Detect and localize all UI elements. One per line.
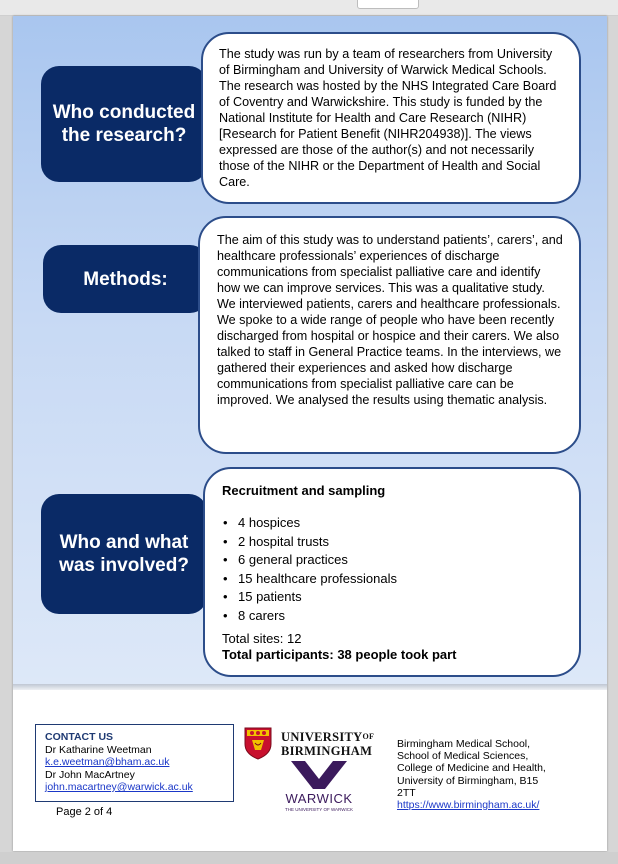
methods-text: The aim of this study was to understand patients’, carers’, and healthcare professionals’ experiences of discharge communications from specialist palliative care and identify how we can improve services. This was a qualitative study. We interviewed patients, carers and healthcare professionals. We spoke to a wide range of people who have been recently discharged from hospital or hospice and their carers. We also talked to staff in General Practice teams. In the interviews, we gathered their experiences and asked how discharge communications from specialist palliative care can be improved. We analysed the results using thematic analysis. (198, 216, 581, 454)
university-of-warwick-logo (279, 761, 359, 821)
recruitment-box (203, 467, 581, 677)
viewer-control[interactable] (357, 0, 419, 9)
warwick-subtitle: THE UNIVERSITY OF WARWICK (285, 807, 353, 812)
recruitment-list (222, 514, 565, 625)
page-number: Page 2 of 4 (56, 806, 113, 818)
address-line: 2TT (397, 786, 416, 799)
address-line: University of Birmingham, B15 (397, 774, 539, 787)
uob-line2: BIRMINGHAM (281, 744, 373, 758)
address-line: Birmingham Medical School, (397, 738, 531, 750)
who-conducted-text: The study was run by a team of researchers from University of Birmingham and University of Warwick Medical Schools. The research was hosted by the NHS Integrated Care Board of Coventry and Warwickshire. This study is funded by the National Institute for Health and Care Research (NIHR) [Research for Patient Benefit (NIHR204938)]. The views expressed are those of the author(s) and not necessarily those of the NIHR or the Department of Health and Social Care. (201, 32, 581, 204)
website-link[interactable]: https://www.birmingham.ac.uk/ (397, 799, 540, 812)
uob-crest-icon (243, 726, 273, 760)
divider (13, 684, 607, 690)
warwick-wordmark: WARWICK (285, 791, 353, 806)
who-what-involved-label: Who and what was involved? (41, 494, 207, 614)
contact-name: Dr Katharine Weetman (45, 743, 152, 756)
warwick-chevron-icon (291, 761, 347, 789)
university-of-birmingham-logo (243, 726, 378, 766)
address-block (397, 738, 577, 811)
list-item: • 15 patients (238, 588, 565, 607)
recruitment-heading: Recruitment and sampling (222, 483, 386, 498)
contact-title: CONTACT US (45, 731, 114, 743)
viewer-bottom-bar (0, 852, 618, 864)
list-item: • 6 general practices (238, 551, 565, 570)
list-item: • 4 hospices (238, 514, 565, 533)
uob-of: OF (362, 732, 375, 741)
uob-line1: UNIVERSITY (281, 730, 363, 744)
viewer-top-bar (0, 0, 618, 16)
address-line: College of Medicine and Health, (397, 762, 546, 775)
total-sites: Total sites: 12 (222, 631, 302, 646)
list-item: • 15 healthcare professionals (238, 570, 565, 589)
document-page (13, 16, 607, 851)
contact-box (35, 724, 234, 802)
contact-email-link[interactable]: k.e.weetman@bham.ac.uk (45, 756, 170, 768)
methods-label: Methods: (43, 245, 208, 313)
contact-email-link[interactable]: john.macartney@warwick.ac.uk (45, 781, 193, 793)
list-item: • 8 carers (238, 607, 565, 626)
total-participants: Total participants: 38 people took part (222, 647, 457, 662)
address-line: School of Medical Sciences, (397, 750, 529, 763)
list-item: • 2 hospital trusts (238, 533, 565, 552)
contact-name: Dr John MacArtney (45, 768, 135, 781)
who-conducted-label: Who conducted the research? (41, 66, 207, 182)
